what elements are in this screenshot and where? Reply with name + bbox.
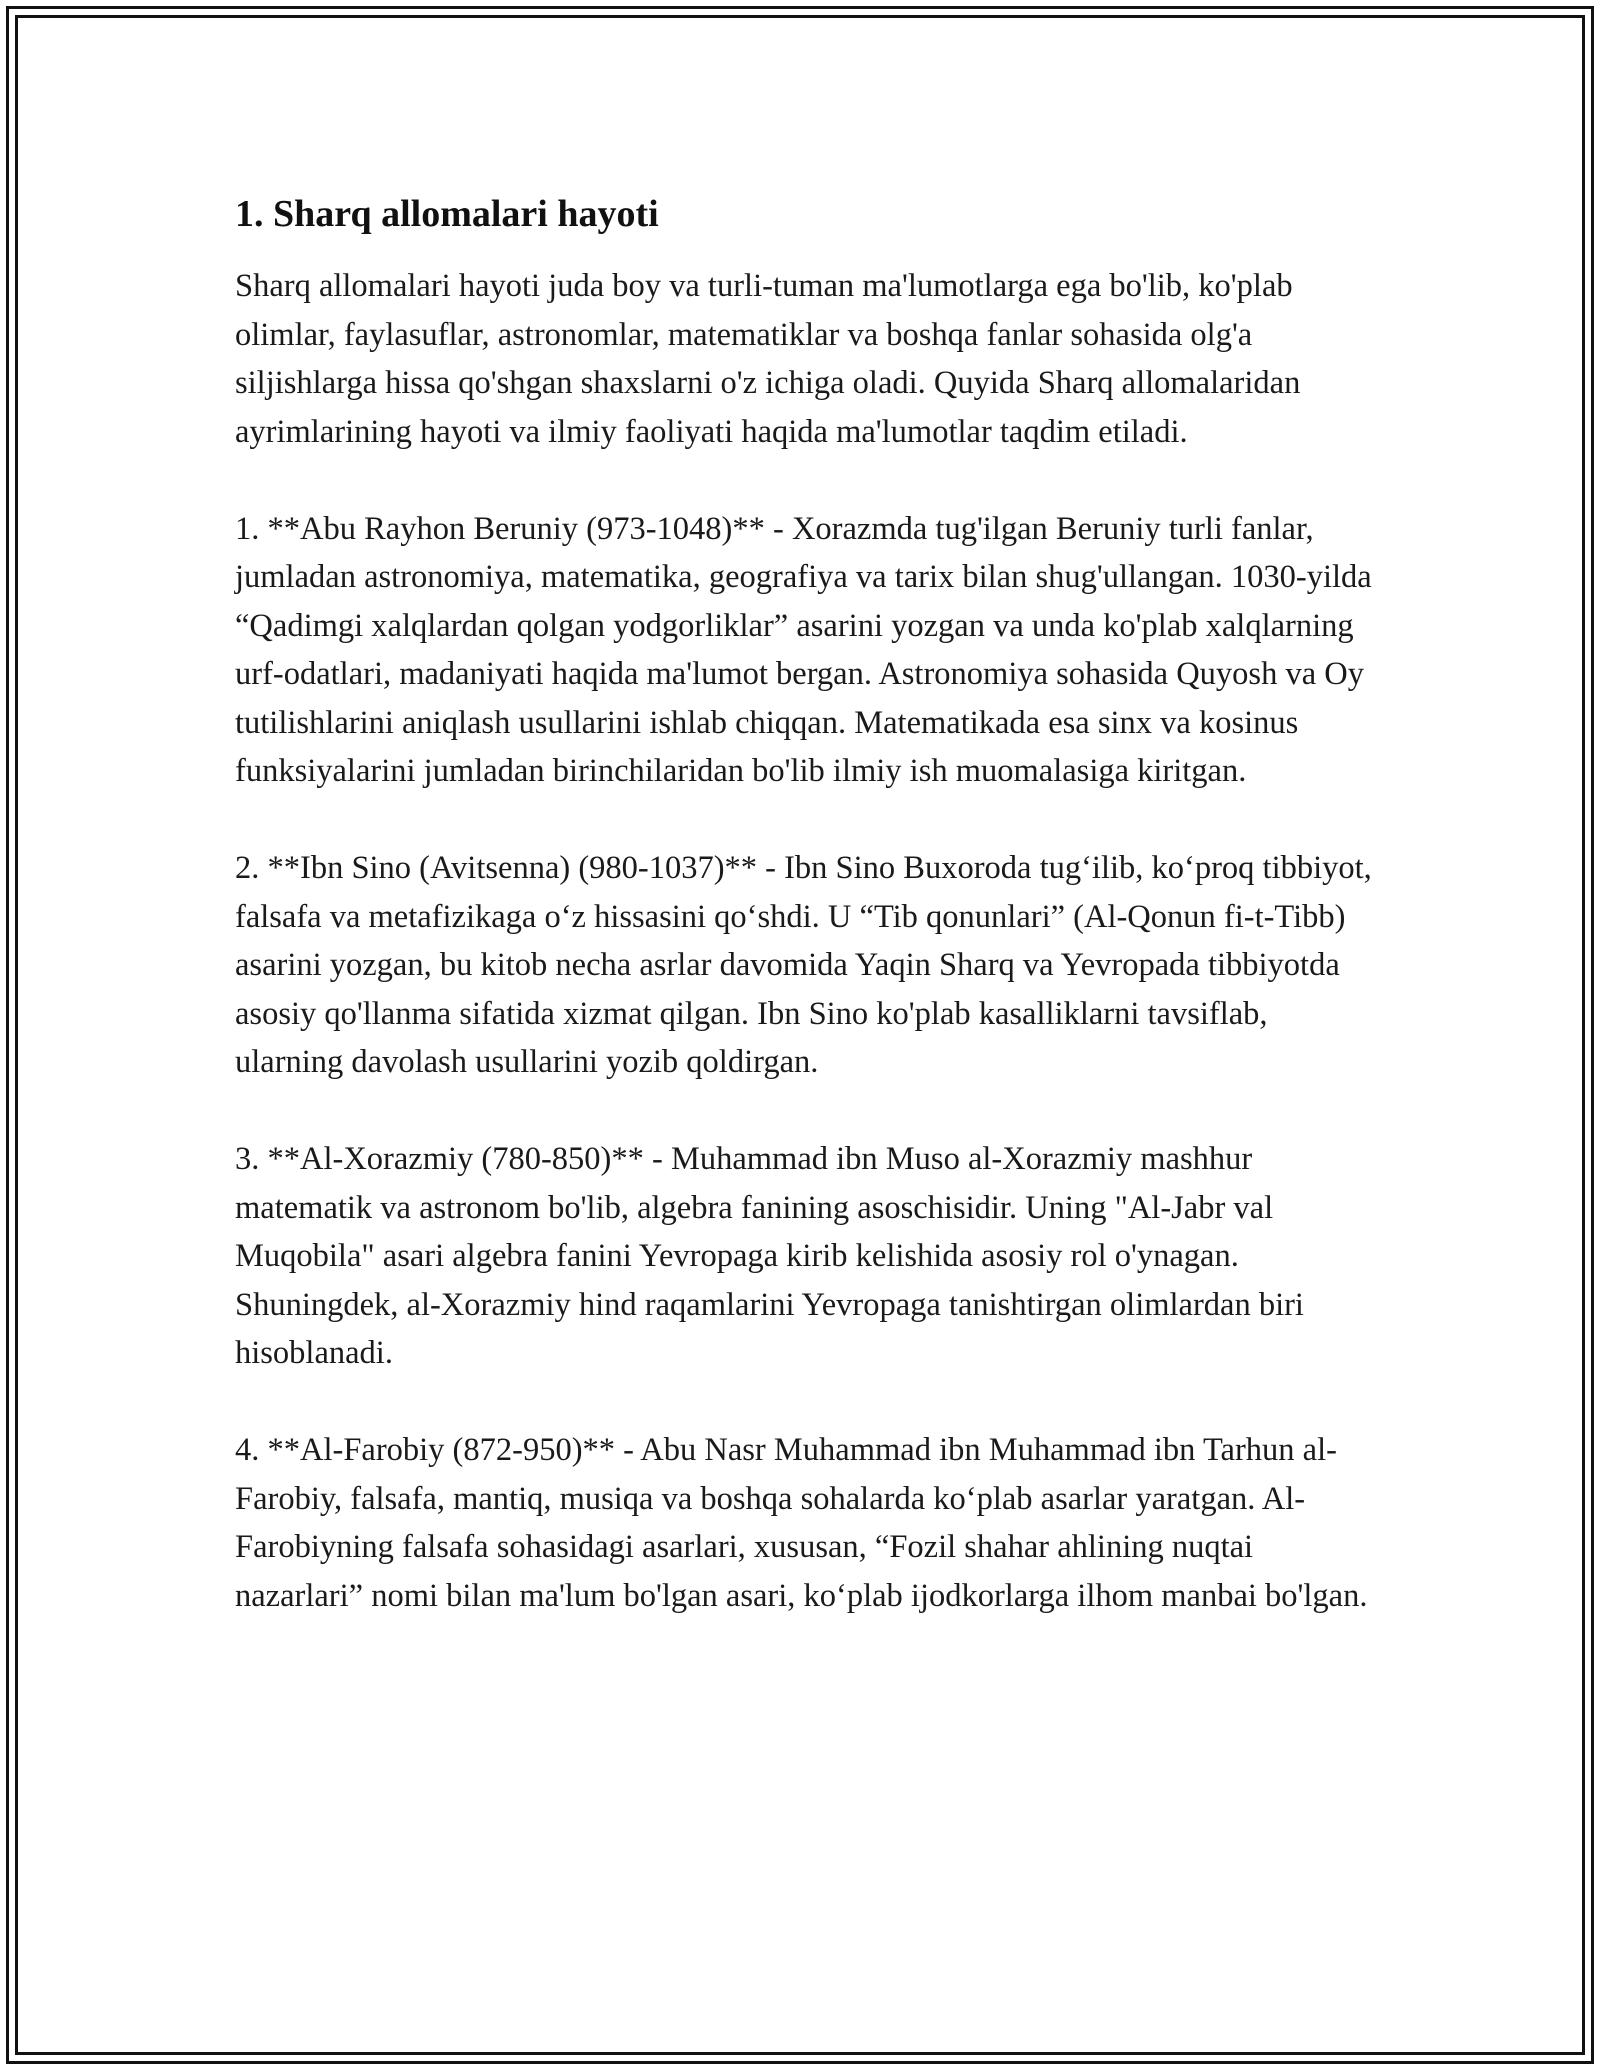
- paragraph-al-xorazmiy: 3. **Al-Xorazmiy (780-850)** - Muhammad ibn Muso al-Xorazmiy mashhur matematik va astronom bo'lib, algebra fanining asoschisidir. Uning "Al-Jabr val Muqobila" asari algebra fanini Yevropaga kirib kelishida asosiy rol o'ynagan. Shuningdek, al-Xorazmiy hind raqamlarini Yevropaga tanishtirgan olimlardan biri hisoblanadi.: [235, 1141, 1304, 1371]
- document-body: [235, 180, 1375, 1669]
- paragraph-al-farobiy: 4. **Al-Farobiy (872-950)** - Abu Nasr Muhammad ibn Muhammad ibn Tarhun al-Farobiy, falsafa, mantiq, musiqa va boshqa sohalarda ko‘plab asarlar yaratgan. Al-Farobiyning falsafa sohasidagi asarlari, xususan, “Fozil shahar ahlining nuqtai nazarlari” nomi bilan ma'lum bo'lgan asari, ko‘plab ijodkorlarga ilhom manbai bo'lgan.: [235, 1432, 1368, 1614]
- paragraph-ibn-sino: 2. **Ibn Sino (Avitsenna) (980-1037)** - Ibn Sino Buxoroda tug‘ilib, ko‘proq tibbiyot, falsafa va metafizikaga o‘z hissasini qo‘shdi. U “Tib qonunlari” (Al-Qonun fi-t-Tibb) asarini yozgan, bu kitob necha asrlar davomida Yaqin Sharq va Yevropada tibbiyotda asosiy qo'llanma sifatida xizmat qilgan. Ibn Sino ko'plab kasalliklarni tavsiflab, ularning davolash usullarini yozib qoldirgan.: [235, 850, 1372, 1080]
- paragraph-beruniy: 1. **Abu Rayhon Beruniy (973-1048)** - Xorazmda tug'ilgan Beruniy turli fanlar, jumladan astronomiya, matematika, geografiya va tarix bilan shug'ullangan. 1030-yilda “Qadimgi xalqlardan qolgan yodgorliklar” asarini yozgan va unda ko'plab xalqlarning urf-odatlari, madaniyati haqida ma'lumot bergan. Astronomiya sohasida Quyosh va Oy tutilishlarini aniqlash usullarini ishlab chiqqan. Matematikada esa sinx va kosinus funksiyalarini jumladan birinchilaridan bo'lib ilmiy ish muomalasiga kiritgan.: [235, 510, 1372, 789]
- section-title: 1. Sharq allomalari hayoti: [235, 193, 659, 235]
- intro-paragraph: Sharq allomalari hayoti juda boy va turli-tuman ma'lumotlarga ega bo'lib, ko'plab olimlar, faylasuflar, astronomlar, matematiklar va boshqa fanlar sohasida olg'a siljishlarga hissa qo'shgan shaxslarni o'z ichiga oladi. Quyida Sharq allomalaridan ayrimlarining hayoti va ilmiy faoliyati haqida ma'lumotlar taqdim etiladi.: [235, 268, 1301, 450]
